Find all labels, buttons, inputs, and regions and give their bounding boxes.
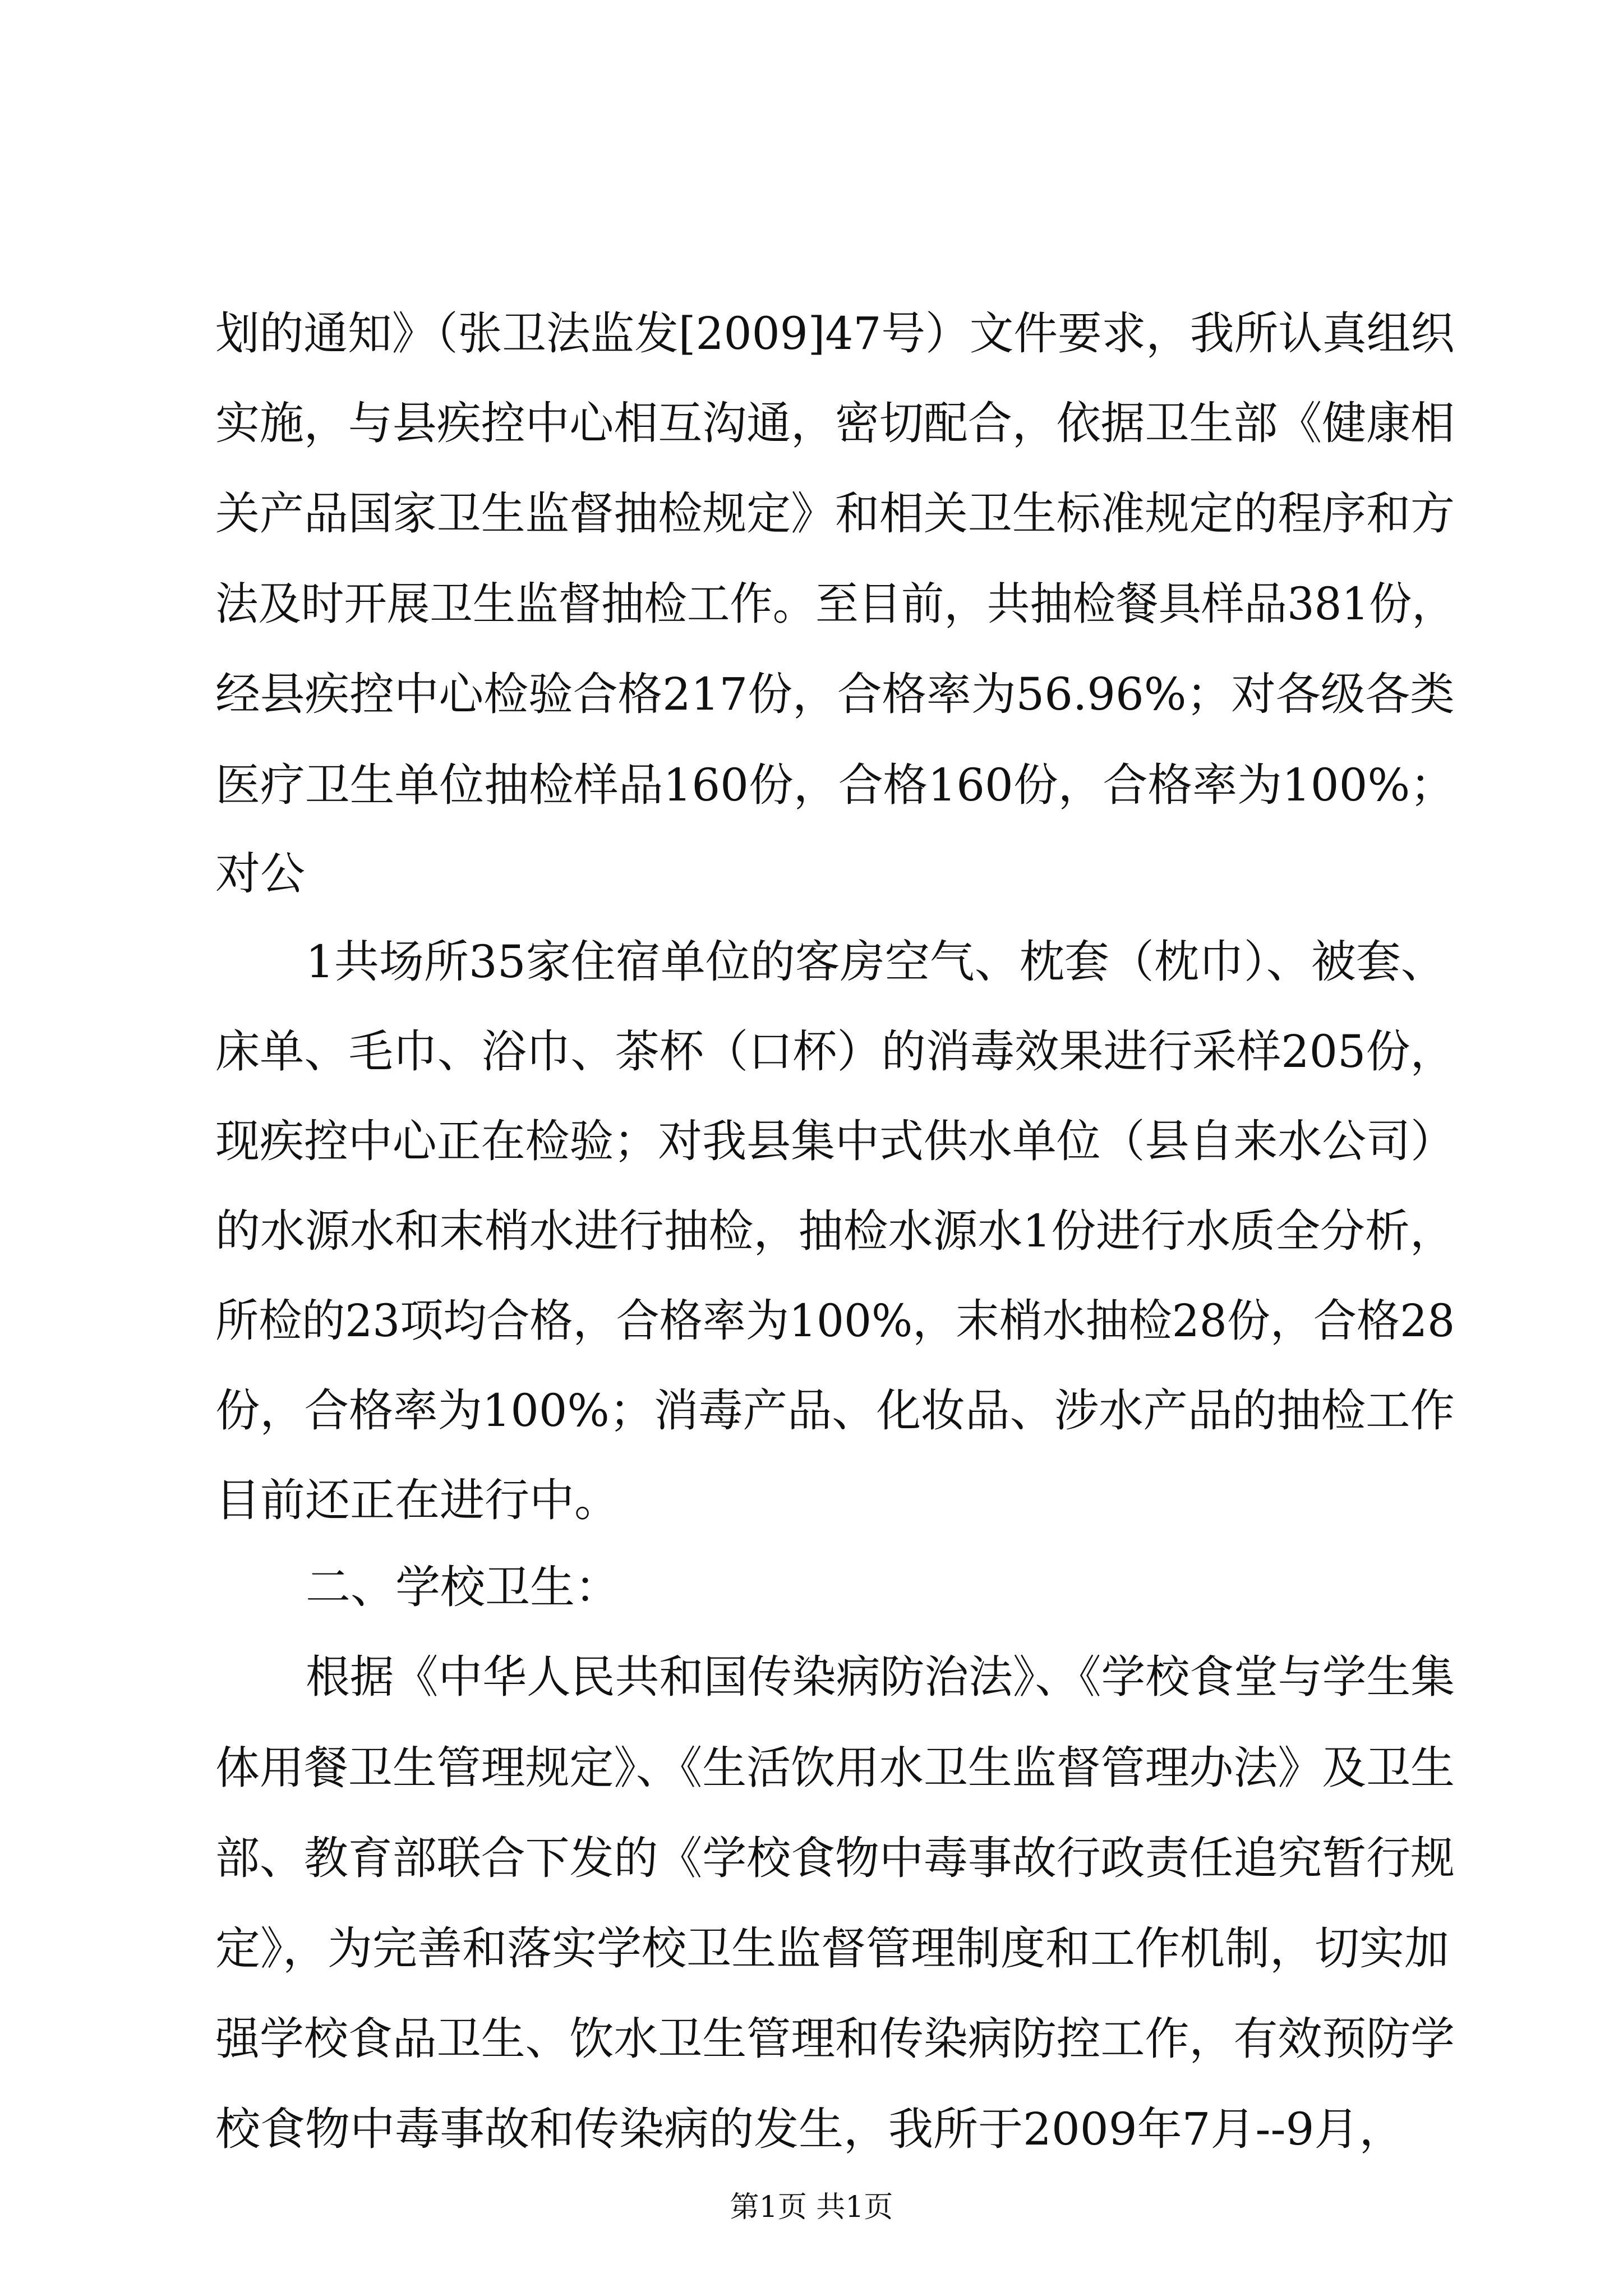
paragraph-line: 强学校食品卫生、饮水卫生管理和传染病防控工作，有效预防学 (215, 2013, 1455, 2065)
paragraph-line: 医疗卫生单位抽检样品160份，合格160份，合格率为100%； (215, 759, 1455, 811)
paragraph-line: 1共场所35家住宿单位的客房空气、枕套（枕巾）、被套、 (306, 936, 1446, 988)
paragraph-line: 目前还正在进行中。 (215, 1474, 619, 1526)
paragraph-line: 对公 (215, 848, 305, 900)
paragraph-line: 的水源水和末梢水进行抽检，抽检水源水1份进行水质全分析， (215, 1205, 1455, 1257)
paragraph-line: 部、教育部联合下发的《学校食物中毒事故行政责任追究暂行规 (215, 1832, 1455, 1884)
section-heading: 二、学校卫生： (306, 1561, 620, 1613)
paragraph-line: 划的通知》（张卫法监发[2009]47号）文件要求，我所认真组织 (215, 307, 1455, 360)
page-number-footer: 第1页 共1页 (730, 2191, 893, 2224)
paragraph-line: 法及时开展卫生监督抽检工作。至目前，共抽检餐具样品381份， (215, 578, 1455, 630)
paragraph-line: 实施，与县疾控中心相互沟通，密切配合，依据卫生部《健康相 (215, 397, 1455, 449)
paragraph-line: 现疾控中心正在检验；对我县集中式供水单位（县自来水公司） (215, 1115, 1455, 1167)
paragraph-line: 定》，为完善和落实学校卫生监督管理制度和工作机制，切实加 (215, 1922, 1449, 1975)
paragraph-line: 经县疾控中心检验合格217份，合格率为56.96%；对各级各类 (215, 668, 1455, 720)
paragraph-line: 体用餐卫生管理规定》、《生活饮用水卫生监督管理办法》及卫生 (215, 1742, 1455, 1794)
paragraph-line: 关产品国家卫生监督抽检规定》和相关卫生标准规定的程序和方 (215, 487, 1455, 540)
paragraph-line: 床单、毛巾、浴巾、茶杯（口杯）的消毒效果进行采样205份， (215, 1025, 1455, 1078)
paragraph-line: 份，合格率为100%；消毒产品、化妆品、涉水产品的抽检工作 (215, 1384, 1455, 1437)
paragraph-line: 校食物中毒事故和传染病的发生，我所于2009年7月--9月， (215, 2103, 1404, 2155)
paragraph-line: 根据《中华人民共和国传染病防治法》、《学校食堂与学生集 (306, 1651, 1455, 1703)
paragraph-line: 所检的23项均合格，合格率为100%，末梢水抽检28份，合格28 (215, 1295, 1455, 1347)
